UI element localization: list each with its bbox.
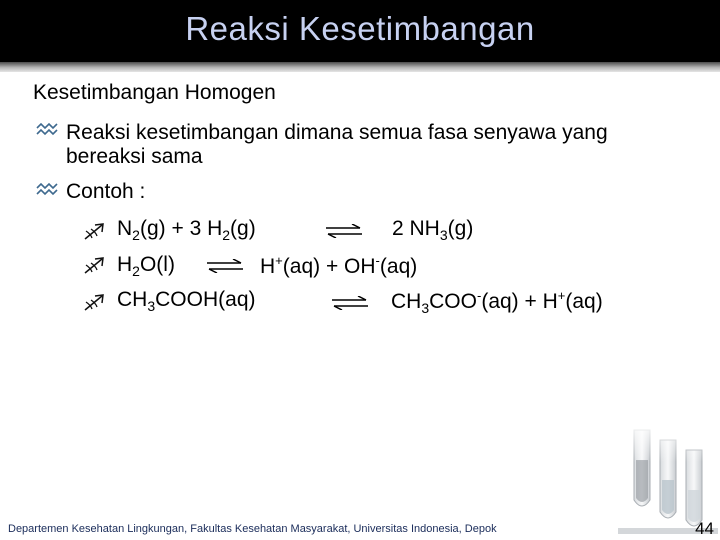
- equation-3-reactants: [117, 288, 256, 314]
- eq3-right-part: CH: [391, 290, 422, 313]
- eq3-left-part: CH: [117, 288, 148, 311]
- aquarius-bullet-icon: [36, 121, 58, 139]
- eq2-right-part: (aq) + OH: [282, 255, 376, 278]
- bullet-1-line-2: bereaksi sama: [66, 145, 203, 168]
- eq2-right-part: (aq): [379, 255, 418, 278]
- equation-2-reactants: [117, 253, 175, 279]
- footer-text: Departemen Kesehatan Lingkungan, Fakultas Kesehatan Masyarakat, Universitas Indonesia, Depok: [8, 523, 497, 535]
- eq3-right-sup: -: [476, 288, 482, 303]
- eq2-left-part: H: [117, 253, 133, 276]
- section-heading: Kesetimbangan Homogen: [33, 81, 276, 104]
- eq1-left-sub: 2: [132, 227, 140, 243]
- equilibrium-arrow-icon: [205, 259, 245, 273]
- bullet-2-text: Contoh :: [66, 180, 146, 203]
- eq3-left-sub: 3: [147, 298, 156, 314]
- eq3-right-part: (aq): [565, 290, 603, 313]
- bullet-1-line-1: Reaksi kesetimbangan dimana semua fasa senyawa yang: [66, 121, 608, 144]
- sagittarius-bullet-icon: [82, 293, 108, 313]
- eq1-right-part: (g): [447, 217, 474, 240]
- equation-1-products: [392, 217, 473, 243]
- equation-3-products: [391, 288, 603, 316]
- eq1-left-part: (g) + 3 H: [139, 217, 223, 240]
- title-bar: [0, 0, 720, 62]
- page-number: 44: [695, 519, 714, 538]
- sagittarius-bullet-icon: [82, 222, 108, 242]
- eq3-right-part: COO: [429, 290, 477, 313]
- eq1-left-sub: 2: [222, 227, 231, 243]
- eq1-right-part: 2 NH: [392, 217, 440, 240]
- eq3-left-part: COOH(aq): [155, 288, 256, 311]
- eq2-left-sub: 2: [132, 263, 140, 279]
- equilibrium-arrow-icon: [324, 224, 364, 238]
- eq3-right-part: (aq) + H: [481, 290, 558, 313]
- eq1-right-sub: 3: [439, 227, 448, 243]
- eq2-right-sup: -: [375, 253, 380, 268]
- eq2-left-part: O(l): [139, 253, 175, 276]
- aquarius-bullet-icon: [36, 181, 58, 199]
- eq1-left-part: (g): [230, 217, 256, 240]
- slide-title: Reaksi Kesetimbangan: [185, 10, 535, 47]
- equilibrium-arrow-icon: [330, 296, 370, 310]
- eq1-left-part: N: [117, 217, 133, 240]
- eq3-right-sup: +: [557, 288, 566, 303]
- equation-2-products: [260, 253, 417, 279]
- title-divider: [0, 62, 720, 72]
- sagittarius-bullet-icon: [82, 256, 108, 276]
- equation-1-reactants: [117, 217, 256, 243]
- eq2-right-part: H: [260, 255, 276, 278]
- eq3-right-sub: 3: [421, 300, 430, 316]
- eq2-right-sup: +: [275, 253, 283, 268]
